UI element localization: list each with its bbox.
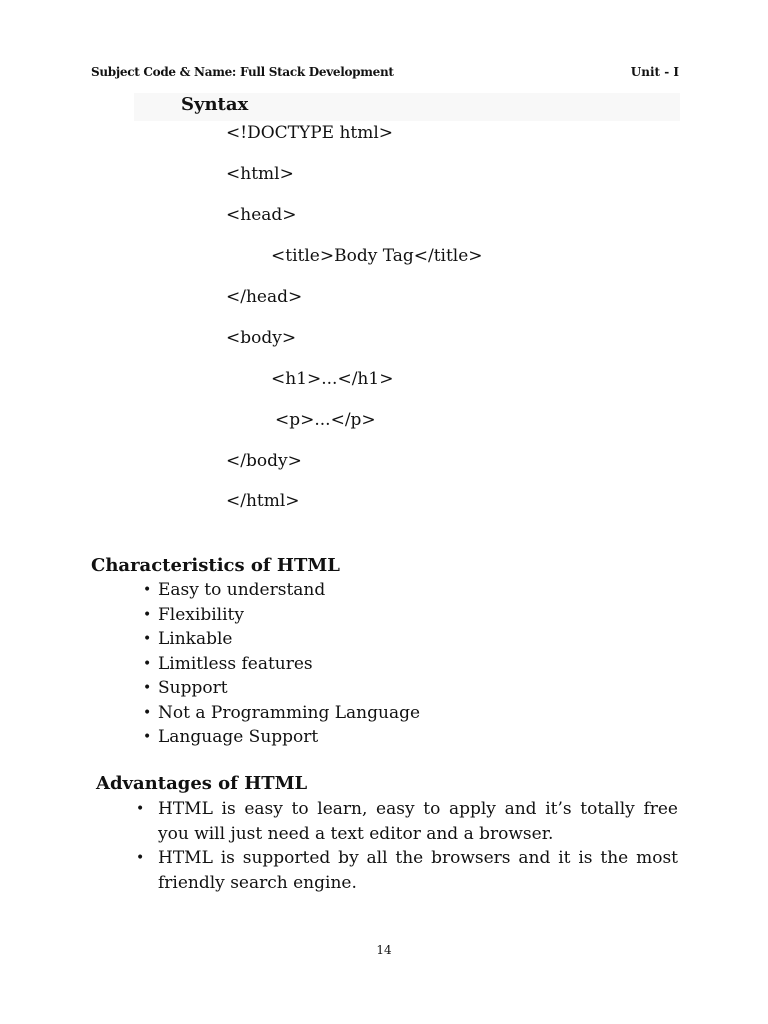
list-item: • Easy to understand [158, 578, 420, 603]
list-item: • HTML is easy to learn, easy to apply and it’s totally free you will just need a text editor and a browser. [136, 799, 678, 844]
page-header [91, 63, 679, 81]
advantages-heading: Advantages of HTML [96, 773, 308, 794]
advantages-list [136, 797, 678, 895]
page-number: 14 [376, 943, 392, 957]
syntax-heading: Syntax [181, 94, 249, 115]
code-line: <body> [226, 328, 297, 348]
list-item: • Limitless features [158, 652, 420, 677]
code-line: </html> [226, 491, 300, 511]
list-item: • HTML is supported by all the browsers and it is the most friendly search engine. [136, 848, 678, 893]
bullet-icon: • [143, 729, 152, 745]
code-line: <!DOCTYPE html> [226, 123, 394, 143]
bullet-icon: • [143, 631, 152, 647]
bullet-icon: • [136, 850, 145, 866]
code-line: </head> [226, 287, 303, 307]
code-line: <p>...</p> [275, 410, 376, 430]
list-item: • Linkable [158, 627, 420, 652]
bullet-icon: • [143, 606, 152, 623]
list-item: • Language Support [158, 725, 420, 750]
code-line: <head> [226, 205, 297, 225]
subject-title: Subject Code & Name: Full Stack Development [91, 65, 394, 79]
list-item: • Support [158, 676, 420, 701]
bullet-icon: • [143, 655, 152, 672]
bullet-icon: • [143, 704, 152, 721]
unit-label: Unit - I [630, 65, 679, 79]
code-line: </body> [226, 451, 302, 471]
code-line: <html> [226, 164, 294, 184]
characteristics-list [143, 578, 421, 750]
bullet-icon: • [143, 582, 152, 598]
bullet-icon: • [136, 801, 145, 817]
list-item: • Flexibility [158, 603, 420, 628]
bullet-icon: • [143, 680, 152, 696]
list-item: • Not a Programming Language [158, 701, 420, 726]
characteristics-heading: Characteristics of HTML [91, 555, 340, 576]
code-line: <h1>...</h1> [271, 369, 394, 389]
code-line: <title>Body Tag</title> [271, 246, 483, 266]
